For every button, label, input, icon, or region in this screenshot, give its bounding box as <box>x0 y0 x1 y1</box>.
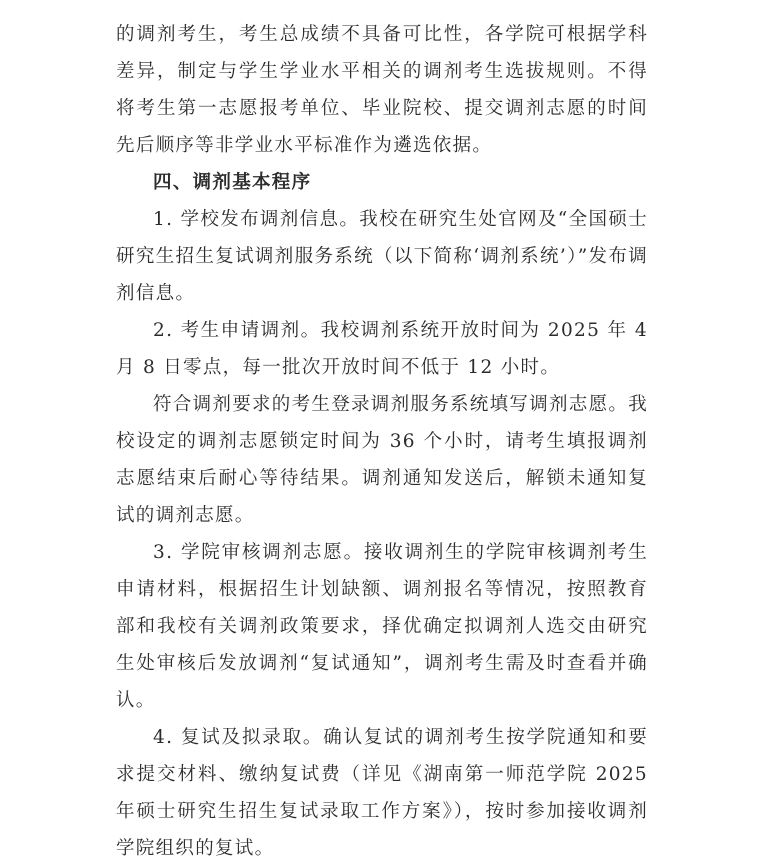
paragraph-step-2-apply: 2. 考生申请调剂。我校调剂系统开放时间为 2025 年 4 月 8 日零点，每一批次开放时间不低于 12 小时。 <box>116 320 648 378</box>
section-heading-adjustment-procedure: 四、调剂基本程序 <box>153 172 312 193</box>
paragraph-step-2-lock-time: 符合调剂要求的考生登录调剂服务系统填写调剂志愿。我校设定的调剂志愿锁定时间为 36 个小时，请考生填报调剂志愿结束后耐心等待结果。调剂通知发送后，解锁未通知复试的调剂志愿。 <box>116 394 649 526</box>
paragraph-step-4-retest: 4. 复试及拟录取。确认复试的调剂考生按学院通知和要求提交材料、缴纳复试费（详见《湖南第一师范学院 2025 年硕士研究生招生复试录取工作方案》），按时参加接收调剂学院组织的复试。 <box>116 727 648 859</box>
paragraph-step-1-publish-info: 1. 学校发布调剂信息。我校在研究生处官网及“全国硕士研究生招生复试调剂服务系统（以下简称‘调剂系统’）”发布调剂信息。 <box>116 209 648 304</box>
paragraph-selection-rules: 的调剂考生，考生总成绩不具备可比性，各学院可根据学科差异，制定与学生学业水平相关的调剂考生选拔规则。不得将考生第一志愿报考单位、毕业院校、提交调剂志愿的时间先后顺序等非学业水平标准作为遴选依据。 <box>116 24 648 156</box>
paragraph-step-3-review: 3. 学院审核调剂志愿。接收调剂生的学院审核调剂考生申请材料，根据招生计划缺额、调剂报名等情况，按照教育部和我校有关调剂政策要求，择优确定拟调剂人选交由研究生处审核后发放调剂“复试通知”，调剂考生需及时查看并确认。 <box>116 542 648 711</box>
